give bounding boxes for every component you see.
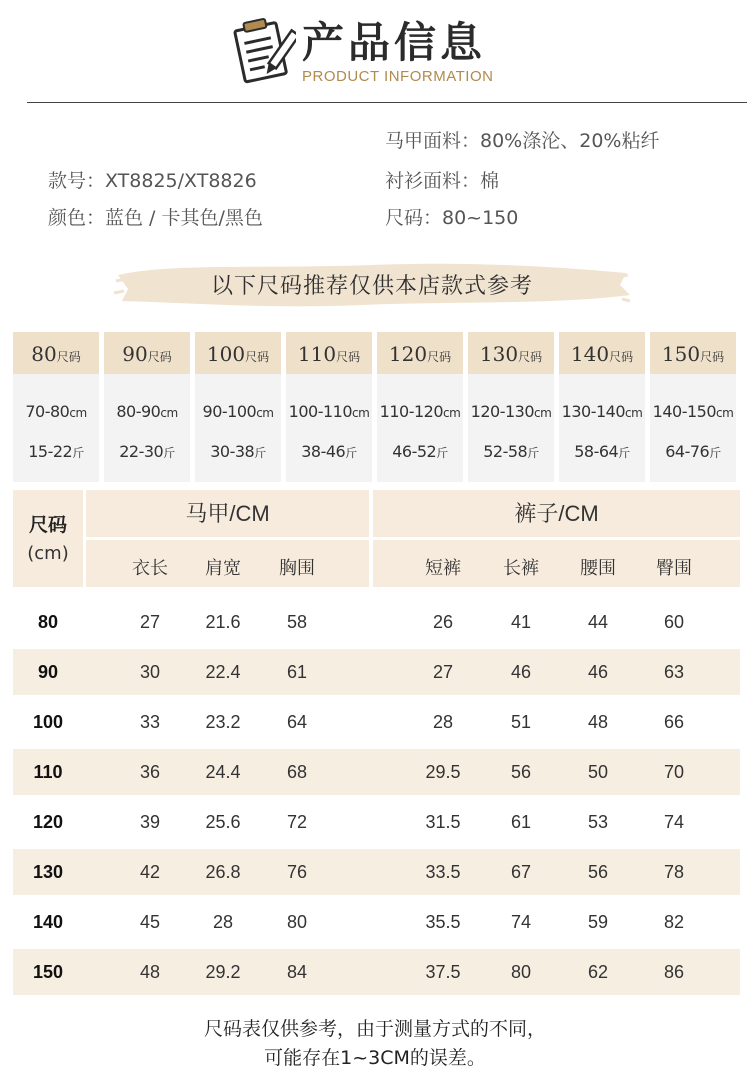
weight-value: 30-38 — [210, 442, 255, 461]
height-value: 120-130 — [470, 402, 535, 421]
row-size: 150 — [32, 962, 64, 982]
height-value: 90-100 — [202, 402, 257, 421]
height-value: 80-90 — [116, 402, 161, 421]
vest-cell: 72 — [286, 812, 308, 832]
vest-cell: 21.6 — [205, 612, 241, 632]
height-unit: cm — [443, 406, 461, 420]
pants-cell: 74 — [663, 812, 685, 832]
size-head — [104, 332, 190, 374]
size-unit: 尺码 — [700, 350, 725, 364]
height-value: 100-110 — [288, 402, 353, 421]
header-divider — [27, 102, 747, 103]
pants-col-header: 长裤 — [503, 558, 539, 579]
height-unit: cm — [352, 406, 370, 420]
height-unit: cm — [625, 406, 643, 420]
pants-cell: 62 — [587, 962, 609, 982]
vest-cell: 24.4 — [205, 762, 241, 782]
vest-cell: 61 — [286, 662, 308, 682]
size-body — [13, 374, 99, 482]
pants-cell: 31.5 — [425, 812, 461, 832]
size-head — [286, 332, 372, 374]
size-head — [650, 332, 736, 374]
size-unit: 尺码 — [427, 350, 452, 364]
weight-range — [650, 442, 736, 461]
vest-cell: 29.2 — [205, 962, 241, 982]
size-column — [650, 332, 736, 482]
size-column — [104, 332, 190, 482]
pants-cell: 41 — [510, 612, 532, 632]
size-head — [559, 332, 645, 374]
vest-cell: 48 — [139, 962, 161, 982]
table-row — [13, 849, 740, 895]
size-range: 尺码：80~150 — [385, 207, 519, 229]
vest-cell: 27 — [139, 612, 161, 632]
size-unit: 尺码 — [147, 350, 172, 364]
pants-cell: 74 — [510, 912, 532, 932]
size-value: 110 — [297, 342, 337, 366]
weight-value: 22-30 — [119, 442, 164, 461]
product-info-header — [0, 0, 750, 105]
pants-cell: 86 — [663, 962, 685, 982]
vest-cell: 39 — [139, 812, 161, 832]
height-unit: cm — [534, 406, 552, 420]
vest-cell: 26.8 — [205, 862, 241, 882]
height-unit: cm — [716, 406, 734, 420]
size-value: 140 — [570, 342, 610, 366]
weight-value: 64-76 — [665, 442, 710, 461]
size-column — [559, 332, 645, 482]
size-unit: 尺码 — [609, 350, 634, 364]
weight-unit: 斤 — [436, 446, 448, 460]
pants-cell: 27 — [432, 662, 454, 682]
pants-cell: 78 — [663, 862, 685, 882]
height-unit: cm — [256, 406, 274, 420]
shirt-fabric: 衬衫面料：棉 — [385, 170, 500, 192]
pants-cell: 61 — [510, 812, 532, 832]
size-value: 80 — [31, 342, 57, 366]
vest-cell: 25.6 — [205, 812, 241, 832]
weight-range — [13, 442, 99, 461]
height-range — [195, 402, 281, 421]
vest-col-header: 胸围 — [279, 558, 315, 579]
pants-cell: 66 — [663, 712, 685, 732]
vest-col-header: 衣长 — [132, 558, 168, 579]
pants-cell: 67 — [510, 862, 532, 882]
size-body — [650, 374, 736, 482]
height-range — [559, 402, 645, 421]
row-size: 80 — [37, 612, 59, 632]
size-value: 130 — [479, 342, 519, 366]
size-body — [559, 374, 645, 482]
size-column — [468, 332, 554, 482]
size-unit: 尺码 — [245, 350, 270, 364]
height-unit: cm — [69, 406, 87, 420]
size-value: 150 — [661, 342, 701, 366]
weight-value: 52-58 — [483, 442, 528, 461]
size-head — [13, 332, 99, 374]
pants-cell: 37.5 — [425, 962, 461, 982]
row-size: 100 — [32, 712, 64, 732]
size-head — [195, 332, 281, 374]
disclaimer-line-2: 可能存在1~3CM的误差。 — [264, 1047, 486, 1069]
pants-cell: 63 — [663, 662, 685, 682]
size-value: 120 — [388, 342, 428, 366]
vest-cell: 64 — [286, 712, 308, 732]
notepad-pencil-icon — [232, 14, 296, 88]
weight-unit: 斤 — [163, 446, 175, 460]
vest-cell: 84 — [286, 962, 308, 982]
pants-col-header: 臀围 — [656, 558, 692, 579]
pants-cell: 35.5 — [425, 912, 461, 932]
size-body — [377, 374, 463, 482]
size-head — [468, 332, 554, 374]
pants-cell: 46 — [587, 662, 609, 682]
vest-cell: 42 — [139, 862, 161, 882]
pants-col-header: 短裤 — [425, 558, 461, 579]
weight-value: 38-46 — [301, 442, 346, 461]
table-row — [13, 699, 740, 745]
weight-range — [559, 442, 645, 461]
weight-unit: 斤 — [345, 446, 357, 460]
pants-cell: 56 — [510, 762, 532, 782]
vest-cell: 80 — [286, 912, 308, 932]
page-subtitle: PRODUCT INFORMATION — [302, 68, 494, 85]
table-row — [13, 949, 740, 995]
weight-unit: 斤 — [709, 446, 721, 460]
pants-cell: 70 — [663, 762, 685, 782]
height-range — [650, 402, 736, 421]
pants-cell: 50 — [587, 762, 609, 782]
height-value: 110-120 — [379, 402, 444, 421]
size-unit: 尺码 — [336, 350, 361, 364]
pants-cell: 60 — [663, 612, 685, 632]
pants-cell: 28 — [432, 712, 454, 732]
style-number: 款号：XT8825/XT8826 — [48, 170, 257, 192]
pants-cell: 44 — [587, 612, 609, 632]
vest-cell: 28 — [212, 912, 234, 932]
pants-cell: 33.5 — [425, 862, 461, 882]
weight-unit: 斤 — [618, 446, 630, 460]
height-value: 70-80 — [25, 402, 70, 421]
size-value: 90 — [122, 342, 148, 366]
size-header-label: 尺码 — [28, 514, 67, 536]
vest-fabric: 马甲面料：80%涤沦、20%粘纤 — [385, 130, 660, 152]
size-recommend-banner — [112, 255, 632, 313]
height-range — [104, 402, 190, 421]
weight-value: 58-64 — [574, 442, 619, 461]
row-size: 90 — [37, 662, 59, 682]
size-column-header — [13, 490, 83, 587]
weight-range — [468, 442, 554, 461]
height-value: 130-140 — [561, 402, 626, 421]
weight-range — [377, 442, 463, 461]
pants-cell: 80 — [510, 962, 532, 982]
size-column — [377, 332, 463, 482]
size-column — [286, 332, 372, 482]
page-title: 产品信息 — [302, 18, 487, 67]
pants-cell: 51 — [510, 712, 532, 732]
weight-value: 46-52 — [392, 442, 437, 461]
pants-cell: 82 — [663, 912, 685, 932]
vest-cell: 30 — [139, 662, 161, 682]
vest-col-header: 肩宽 — [205, 558, 241, 579]
size-body — [195, 374, 281, 482]
disclaimer-line-1: 尺码表仅供参考，由于测量方式的不同， — [203, 1018, 546, 1040]
size-body — [286, 374, 372, 482]
table-row — [13, 799, 740, 845]
vest-cell: 33 — [139, 712, 161, 732]
table-row — [13, 599, 740, 645]
height-unit: cm — [160, 406, 178, 420]
vest-cell: 22.4 — [205, 662, 241, 682]
row-size: 130 — [32, 862, 64, 882]
pants-cell: 59 — [587, 912, 609, 932]
weight-unit: 斤 — [72, 446, 84, 460]
pants-cell: 46 — [510, 662, 532, 682]
vest-cell: 36 — [139, 762, 161, 782]
height-range — [286, 402, 372, 421]
size-body — [104, 374, 190, 482]
weight-range — [195, 442, 281, 461]
size-column — [195, 332, 281, 482]
vest-cell: 68 — [286, 762, 308, 782]
table-row — [13, 899, 740, 945]
height-range — [377, 402, 463, 421]
size-header-unit: (cm) — [27, 543, 69, 564]
weight-range — [104, 442, 190, 461]
pants-cell: 53 — [587, 812, 609, 832]
banner-text: 以下尺码推荐仅供本店款式参考 — [210, 274, 533, 299]
weight-value: 15-22 — [28, 442, 73, 461]
row-size: 110 — [33, 762, 63, 782]
pants-cell: 26 — [432, 612, 454, 632]
vest-cell: 58 — [286, 612, 308, 632]
height-range — [468, 402, 554, 421]
pants-col-header: 腰围 — [580, 558, 616, 579]
size-column — [13, 332, 99, 482]
vest-group-header: 马甲/CM — [86, 490, 369, 537]
weight-unit: 斤 — [527, 446, 539, 460]
pants-cell: 29.5 — [425, 762, 461, 782]
size-value: 100 — [206, 342, 246, 366]
size-unit: 尺码 — [518, 350, 543, 364]
height-range — [13, 402, 99, 421]
height-value: 140-150 — [652, 402, 717, 421]
pants-cell: 48 — [587, 712, 609, 732]
vest-cell: 76 — [286, 862, 308, 882]
vest-cell: 45 — [139, 912, 161, 932]
pants-group-header: 裤子/CM — [373, 490, 740, 537]
size-body — [468, 374, 554, 482]
table-row — [13, 749, 740, 795]
table-row — [13, 649, 740, 695]
pants-cell: 56 — [587, 862, 609, 882]
weight-unit: 斤 — [254, 446, 266, 460]
row-size: 140 — [32, 912, 64, 932]
size-unit: 尺码 — [56, 350, 81, 364]
size-head — [377, 332, 463, 374]
vest-cell: 23.2 — [205, 712, 241, 732]
color-options: 颜色：蓝色 / 卡其色/黑色 — [48, 207, 263, 229]
weight-range — [286, 442, 372, 461]
row-size: 120 — [32, 812, 64, 832]
